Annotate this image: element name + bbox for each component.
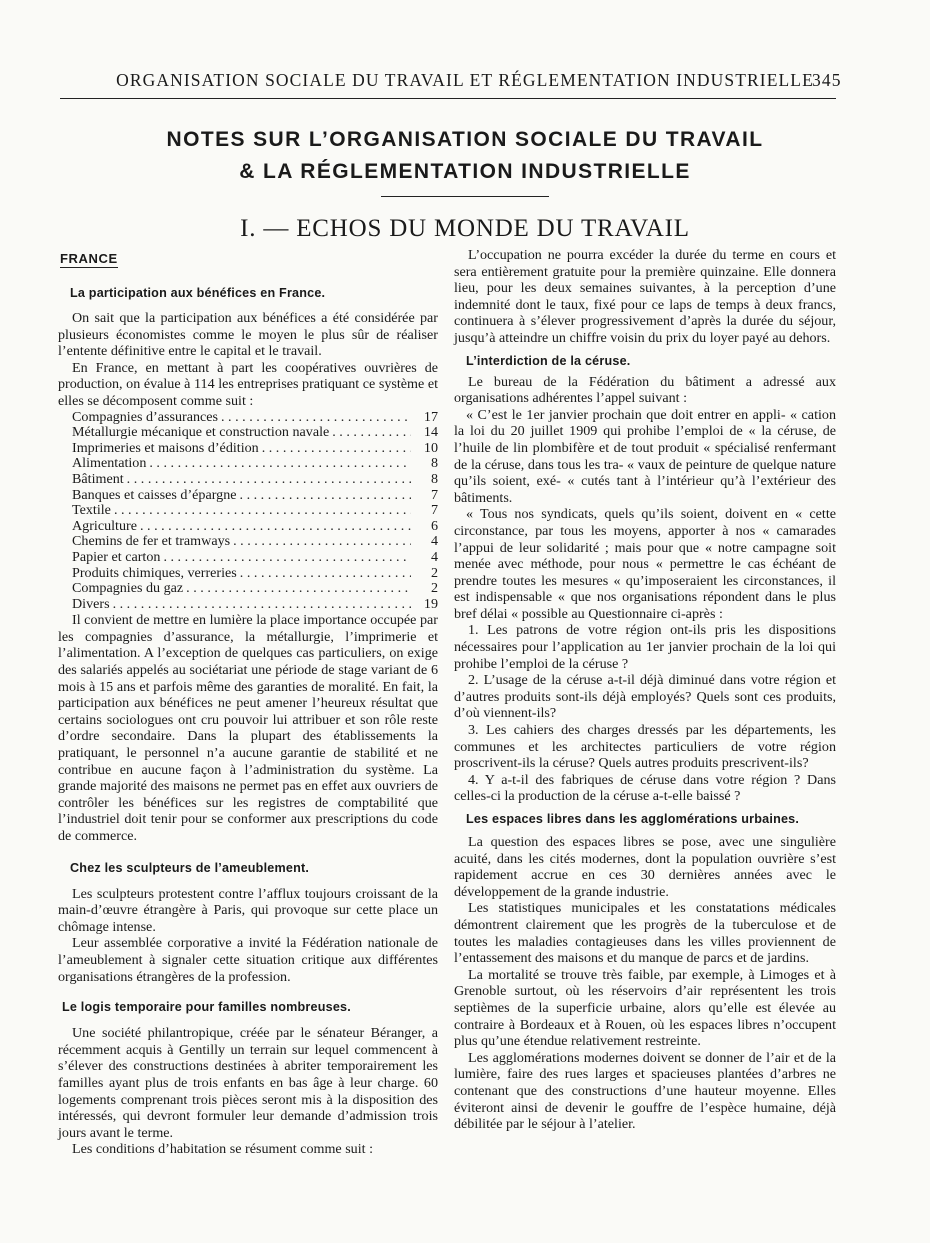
- paragraph: Leur assemblée corporative a invité la Fédération nationale de l’ameublement à signaler cette situation critique aux différentes organisations étrangères de la profession.: [58, 935, 438, 985]
- main-title-line-1: NOTES SUR L’ORGANISATION SOCIALE DU TRAVAIL: [166, 128, 764, 151]
- subheading-espaces-libres: Les espaces libres dans les agglomérations urbaines.: [466, 812, 800, 826]
- paragraph: En France, en mettant à part les coopératives ouvrières de production, on évalue à 114 les entreprises pratiquant ce système et elles se décomposent comme suit :: [58, 359, 438, 409]
- industry-list: [58, 410, 438, 613]
- main-title-line-2: & LA RÉGLEMENTATION INDUSTRIELLE: [239, 160, 691, 183]
- question-item: 2. L’usage de la céruse a-t-il déjà diminué dans votre région et d’autres produits sont-ils déjà employés? Quels sont ces produits, d’où viennent-ils?: [454, 672, 836, 722]
- left-column: [58, 285, 438, 1158]
- subheading-sculpteurs: Chez les sculpteurs de l’ameublement.: [70, 860, 310, 875]
- paragraph: Les sculpteurs protestent contre l’afflux toujours croissant de la main-d’œuvre étrangère à Paris, qui provoque sur cette place un chômage intense.: [58, 885, 438, 935]
- subheading-participation: La participation aux bénéfices en France.: [70, 286, 326, 300]
- list-item: Banques et caisses d’épargne . . . 7: [58, 488, 438, 504]
- subheading-logis: Le logis temporaire pour familles nombreuses.: [62, 1000, 351, 1015]
- paragraph: Les agglomérations modernes doivent se donner de l’air et de la lumière, faire des rues larges et spacieuses plantées d’arbres ne contenant que des constructions d’une hauteur moyenne. Elles éviteront ainsi de devenir le gouffre de l’espèce humaine, déjà débilitée par le séjour à l’atelier.: [454, 1049, 836, 1133]
- page-number: 345: [812, 70, 842, 90]
- list-item: Alimentation . . . 8: [58, 456, 438, 472]
- subheading-ceruse: L’interdiction de la céruse.: [466, 353, 631, 368]
- question-item: 4. Y a-t-il des fabriques de céruse dans votre région ? Dans celles-ci la production de la céruse a-t-elle baissé ?: [454, 771, 836, 805]
- paragraph: La mortalité se trouve très faible, par exemple, à Limoges et à Grenoble surtout, où les réservoirs d’air représentent les trois septièmes de la superficie urbaine, alors qu’elle est élevée au contraire à Bordeaux et à Rouen, où les espaces libres n’occupent plus qu’une étendue relativement restreinte.: [454, 966, 836, 1050]
- section-heading: I. — ECHOS DU MONDE DU TRAVAIL: [240, 215, 690, 242]
- running-header: [0, 70, 930, 91]
- list-item: Papier et carton . . . 4: [58, 550, 438, 566]
- list-item: Chemins de fer et tramways . . . 4: [58, 534, 438, 550]
- paragraph: Les statistiques municipales et les constatations médicales démontrent clairement que les progrès de la tuberculose et de toutes les maladies contagieuses dans les villes proviennent de l’entassement des maisons et du manque de parcs et de jardins.: [454, 900, 836, 967]
- list-item: Textile . . . 7: [58, 503, 438, 519]
- paragraph: Une société philantropique, créée par le sénateur Béranger, a récemment acquis à Gentilly un terrain sur lequel commencent à s’élever des constructions destinées à abriter temporairement les familles ayant plus de trois enfants en bas âge à leur charge. 60 logements comprenant trois pièces seront mis à la disposition des intéressés, qui devront formuler leur demande d’admission trois jours avant le terme.: [58, 1025, 438, 1141]
- paragraph: On sait que la participation aux bénéfices a été considérée par plusieurs économistes comme le moyen le plus sûr de réaliser l’entente définitive entre le capital et le travail.: [58, 310, 438, 360]
- running-title: ORGANISATION SOCIALE DU TRAVAIL ET RÉGLEMENTATION INDUSTRIELLE: [116, 70, 814, 90]
- list-item: Bâtiment . . . 8: [58, 472, 438, 488]
- list-item: Compagnies d’assurances . . . 17: [58, 410, 438, 426]
- list-item: Compagnies du gaz . . . 2: [58, 581, 438, 597]
- list-item: Divers . . . 19: [58, 597, 438, 613]
- right-column: [454, 247, 836, 1133]
- list-item: Agriculture . . . 6: [58, 519, 438, 535]
- list-item: Métallurgie mécanique et construction navale . . . 14: [58, 425, 438, 441]
- question-item: 3. Les cahiers des charges dressés par les départements, les communes et les architectes particuliers de votre région proscrivent-ils la céruse? Quels autres produits prescrivent-ils?: [454, 722, 836, 772]
- paragraph: La question des espaces libres se pose, avec une singulière acuité, dans les cités modernes, dont la population ouvrière s’est rapidement accrue en ces 30 dernières années avec le développement de la grande industrie.: [454, 834, 836, 900]
- paragraph: Les conditions d’habitation se résument comme suit :: [72, 1141, 373, 1158]
- quotation: « Tous nos syndicats, quels qu’ils soient, doivent en « cette circonstance, par tous les moyens, apporter à nos « camarades l’appui de leur solidarité ; mais pour que « notre campagne soit menée avec méthode, pour nous « permettre le cas échéant de prendre toutes les mesures « qu’imposeraient les circonstances, il est indispensable « que nos organisations répondent dans le plus bref délai « possible au Questionnaire ci-après :: [454, 506, 836, 622]
- header-rule: [60, 98, 836, 99]
- quotation: « C’est le 1er janvier prochain que doit entrer en appli- « cation la loi du 20 juillet 1909 qui prohibe l’emploi de « la céruse, de l’huile de lin plombifère et de tout produit « spécialisé renfermant de la céruse, dans tous les tra- « vaux de peinture de quelque nature qu’ils soient, exé- « cutés tant à l’intérieur qu’à l’extérieur des bâtiments.: [454, 406, 836, 506]
- country-label: FRANCE: [60, 251, 118, 266]
- list-item: Imprimeries et maisons d’édition . . . 10: [58, 441, 438, 457]
- list-item: Produits chimiques, verreries . . . 2: [58, 566, 438, 582]
- question-item: 1. Les patrons de votre région ont-ils pris les dispositions nécessaires pour l’application au 1er janvier prochain de la loi qui prohibe l’emploi de la céruse ?: [454, 622, 836, 672]
- title-rule: [381, 196, 549, 197]
- paragraph: L’occupation ne pourra excéder la durée du terme en cours et sera entièrement gratuite pour la première quinzaine. Elle donnera lieu, pour les deux semaines suivantes, à la perception d’une indemnité dont le taux, fixé pour ce laps de temps à deux francs, continuera à s’élever progressivement d’après la durée du séjour, jusqu’à atteindre un chiffre voisin du prix du loyer payé au dehors.: [454, 247, 836, 346]
- paragraph: Le bureau de la Fédération du bâtiment a adressé aux organisations adhérentes l’appel suivant :: [454, 373, 836, 407]
- paragraph: Il convient de mettre en lumière la place importance occupée par les compagnies d’assurance, la métallurgie, l’imprimerie et l’alimentation. A l’exception de quelques cas particuliers, on exige des salariés appelés au sociétariat une période de stage variant de 6 mois à 15 ans et parfois même des garanties de moralité. En fait, la participation aux bénéfices ne peut amener l’heureux résultat que certains sociologues ont cru pouvoir lui attribuer et son rôle reste d’ordre secondaire. Dans la plupart des établissements la pratiquant, le personnel n’a aucune garantie de stabilité et ne contribue en aucune façon à l’administration du système. La grande majorité des maisons ne permet pas en effet aux ouvriers de contrôler les bénéfices sur les registres de comptabilité que l’industriel doit tenir pour se conformer aux prescriptions du code de commerce.: [58, 612, 438, 844]
